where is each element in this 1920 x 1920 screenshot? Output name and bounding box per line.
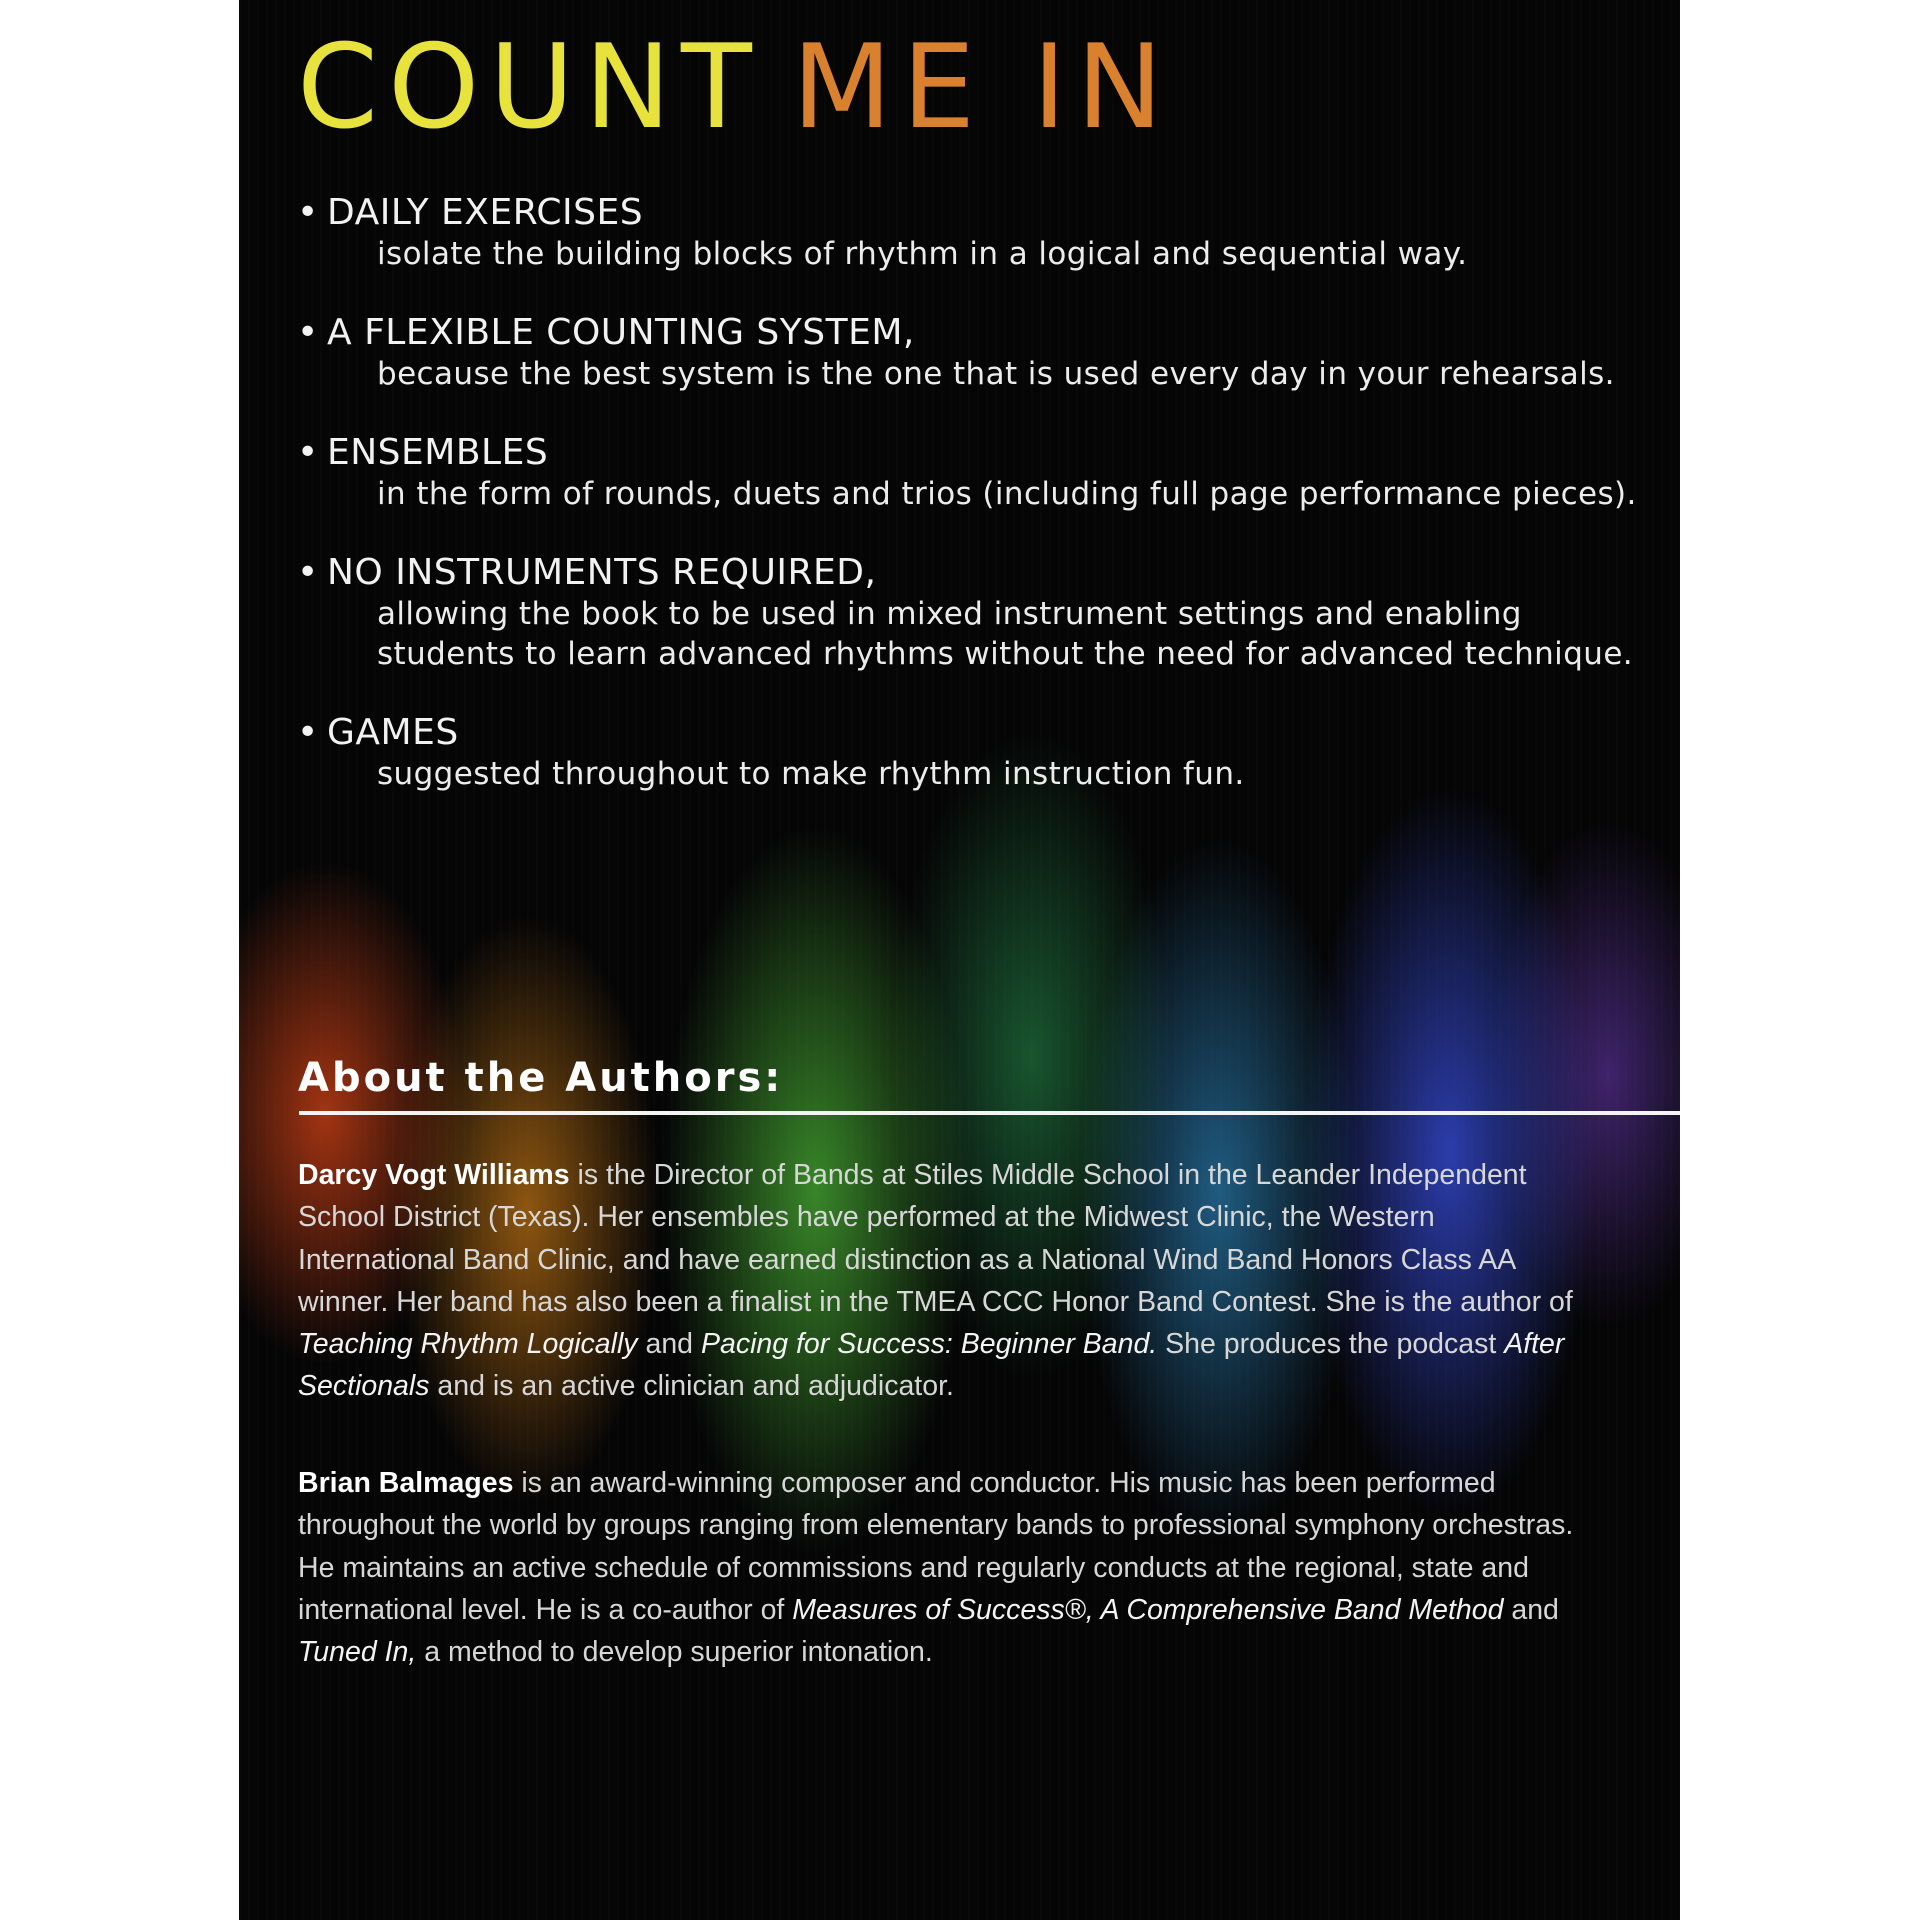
feature-description: in the form of rounds, duets and trios (including full page performance pieces). [377, 476, 1637, 512]
title-count: COUNT [297, 20, 762, 155]
authors-heading: About the Authors: [298, 1055, 784, 1101]
title-me-in: ME IN [791, 20, 1174, 155]
author-name: Brian Balmages [298, 1467, 514, 1499]
feature-description: allowing the book to be used in mixed instrument settings and enabling students to learn advanced rhythms without the need for advanced technique. [377, 596, 1634, 672]
feature-description: because the best system is the one that is used every day in your rehearsals. [377, 356, 1615, 392]
feature-description: suggested throughout to make rhythm instruction fun. [377, 756, 1245, 792]
bullet-icon: • [297, 192, 319, 233]
author-bio-balmages: Brian Balmages is an award-winning composer and conductor. His music has been performed throughout the world by groups ranging from elementary bands to professional symphony orchestras. He maintains an active schedule of commissions and regularly conducts at the regional, state and international level. He is a co-author of Measures of Success®, A Comprehensive Band Method and Tuned In, a method to develop superior intonation. [298, 1467, 1574, 1669]
feature-title: • ENSEMBLES [297, 432, 549, 473]
podcast-title-italic: After Sectionals [298, 1328, 1565, 1403]
feature-title: • NO INSTRUMENTS REQUIRED, [297, 552, 877, 593]
feature-title: • A FLEXIBLE COUNTING SYSTEM, [297, 312, 915, 353]
feature-description: isolate the building blocks of rhythm in a logical and sequential way. [377, 236, 1468, 272]
book-title-italic: Pacing for Success: Beginner Band. [700, 1328, 1158, 1361]
feature-item [297, 312, 1637, 394]
back-cover [239, 0, 1680, 1920]
feature-title: • DAILY EXERCISES [297, 192, 644, 233]
book-title-italic: Measures of Success®, A Comprehensive Band Method [792, 1593, 1504, 1626]
feature-item [297, 192, 1637, 274]
feature-list [297, 192, 1637, 832]
feature-item [297, 552, 1637, 674]
feature-title: • GAMES [297, 712, 459, 753]
bullet-icon: • [297, 432, 319, 473]
author-bio-williams: Darcy Vogt Williams is the Director of Bands at Stiles Middle School in the Leander Independent School District (Texas). Her ensembles have performed at the Midwest Clinic, the Western International Band Clinic, and have earned distinction as a National Wind Band Honors Class AA winner. Her band has also been a finalist in the TMEA CCC Honor Band Contest. She is the author of Teaching Rhythm Logically and Pacing for Success: Beginner Band. She produces the podcast After Sectionals and is an active clinician and adjudicator. [298, 1159, 1573, 1403]
book-title-italic: Teaching Rhythm Logically [298, 1328, 638, 1361]
feature-item [297, 712, 1637, 794]
book-title [297, 20, 1174, 155]
heading-divider [299, 1111, 1680, 1115]
bullet-icon: • [297, 552, 319, 593]
feature-item [297, 432, 1637, 514]
bullet-icon: • [297, 312, 319, 353]
book-title-italic: Tuned In, [298, 1636, 417, 1669]
bullet-icon: • [297, 712, 319, 753]
author-name: Darcy Vogt Williams [298, 1159, 570, 1191]
